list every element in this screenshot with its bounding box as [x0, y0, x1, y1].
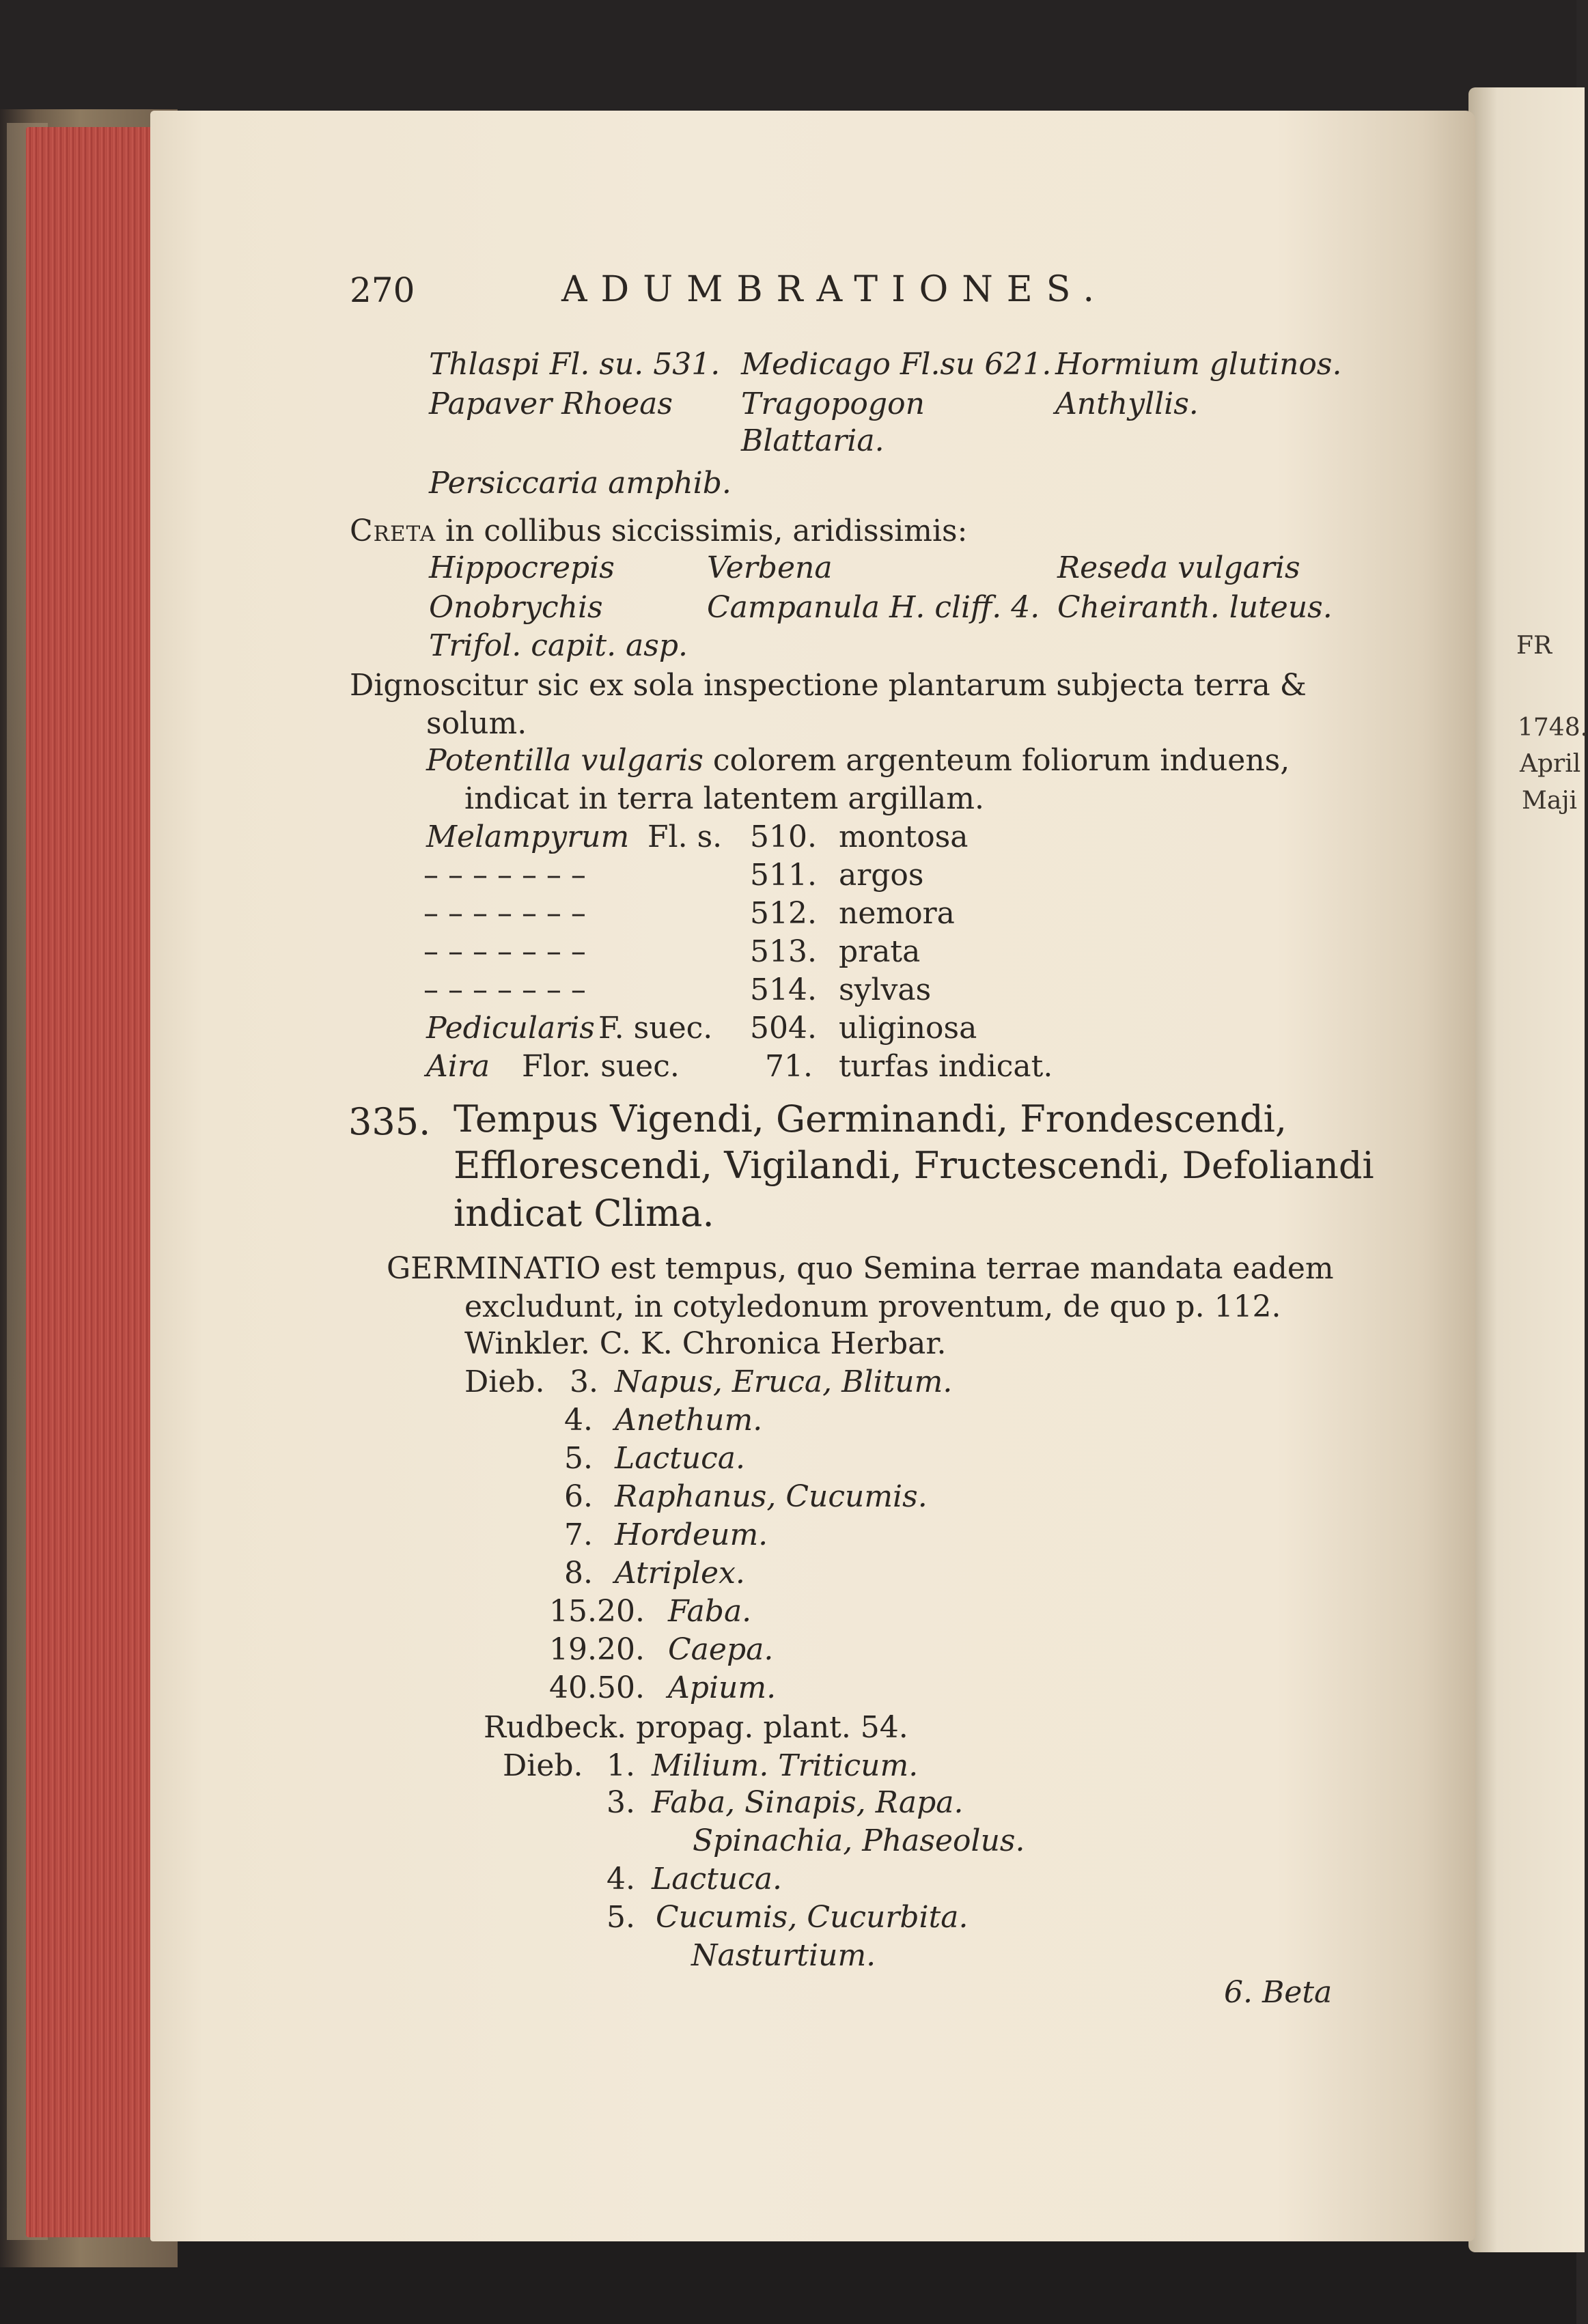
facing-page-fragment: Maji	[1522, 787, 1577, 815]
indicator-place: montosa	[839, 820, 969, 854]
day-plants: Apium.	[668, 1670, 777, 1705]
indicator-ref: – – – – – – –	[423, 896, 586, 931]
paragraph-line: indicat in terra latentem argillam.	[464, 781, 984, 816]
indicator-num: 514.	[750, 972, 817, 1007]
day-number: 3.	[570, 1364, 598, 1399]
indicator-num: 512.	[750, 896, 817, 931]
day-plants: Faba, Sinapis, Rapa.	[652, 1785, 964, 1820]
creta-plant: Trifol. capit. asp.	[429, 628, 688, 663]
indicator-ref: Fl. s.	[647, 820, 723, 854]
day-number: 1.	[607, 1748, 635, 1783]
running-head: ADUMBRATIONES.	[561, 269, 1108, 310]
catchword: 6. Beta	[1224, 1975, 1333, 2010]
indicator-name: Aira	[426, 1049, 490, 1084]
day-plants: Spinachia, Phaseolus.	[693, 1823, 1025, 1858]
creta-plant: Hippocrepis	[429, 550, 615, 585]
day-plants: Cucumis, Cucurbita.	[656, 1900, 969, 1935]
day-number: 7.	[564, 1517, 593, 1552]
red-page-edges	[26, 127, 156, 2237]
day-number: 15.20.	[549, 1594, 645, 1629]
creta-heading: Creta in collibus siccissimis, aridissimis:	[350, 514, 968, 548]
section-line: Efflorescendi, Vigilandi, Fructescendi, Defoliandi	[454, 1144, 1374, 1187]
dieb-label: Dieb.	[464, 1364, 545, 1399]
day-plants: Caepa.	[668, 1632, 774, 1667]
background-bottom	[0, 2240, 1576, 2324]
creta-plant: Campanula H. cliff. 4.	[707, 590, 1040, 625]
day-number: 5.	[564, 1441, 593, 1476]
indicator-place: uliginosa	[839, 1011, 977, 1046]
day-plants: Nasturtium.	[691, 1938, 876, 1973]
creta-plant: Reseda vulgaris	[1057, 550, 1300, 585]
indicator-num: 504.	[750, 1011, 817, 1046]
list-entry: Hormium glutinos.	[1055, 347, 1342, 382]
facing-page-fragment: April	[1520, 750, 1581, 778]
creta-plant: Cheiranth. luteus.	[1057, 590, 1333, 625]
day-number: 40.50.	[549, 1670, 645, 1705]
list-entry: Thlaspi Fl. su. 531.	[429, 347, 721, 382]
page-number: 270	[350, 270, 415, 310]
day-number: 4.	[607, 1862, 635, 1896]
day-plants: Lactuca.	[652, 1862, 782, 1896]
indicator-num: 510.	[750, 820, 817, 854]
facing-page	[1468, 87, 1585, 2252]
section-line: indicat Clima.	[454, 1192, 714, 1235]
section-line: Tempus Vigendi, Germinandi, Frondescendi,	[454, 1097, 1287, 1140]
indicator-ref: F. suec.	[598, 1011, 713, 1046]
germinatio-line: GERMINATIO est tempus, quo Semina terrae mandata eadem	[387, 1251, 1334, 1286]
rudbeck-line: Rudbeck. propag. plant. 54.	[484, 1710, 908, 1745]
day-number: 8.	[564, 1556, 593, 1591]
day-number: 19.20.	[549, 1632, 645, 1667]
list-entry: Blattaria.	[741, 423, 884, 458]
facing-page-fragment: 1748.	[1518, 714, 1588, 742]
section-number: 335.	[348, 1100, 431, 1143]
indicator-ref: – – – – – – –	[423, 934, 586, 969]
indicator-name: Pedicularis	[426, 1011, 595, 1046]
list-entry: Tragopogon	[741, 387, 925, 421]
list-entry: Papaver Rhoeas	[429, 387, 673, 421]
indicator-place: nemora	[839, 896, 955, 931]
background-top	[0, 0, 1576, 126]
indicator-place: prata	[839, 934, 921, 969]
day-plants: Raphanus, Cucumis.	[615, 1479, 928, 1514]
dieb-label: Dieb.	[503, 1748, 583, 1783]
indicator-name: Melampyrum	[426, 820, 630, 854]
day-number: 4.	[564, 1403, 593, 1438]
facing-page-fragment: FR	[1516, 632, 1552, 660]
paragraph-line: Dignoscitur sic ex sola inspectione plantarum subjecta terra &	[350, 668, 1307, 703]
indicator-ref: – – – – – – –	[423, 858, 586, 893]
day-plants: Lactuca.	[615, 1441, 745, 1476]
list-entry: Medicago Fl.su 621.	[741, 347, 1052, 382]
list-entry: Anthyllis.	[1055, 387, 1199, 421]
day-plants: Napus, Eruca, Blitum.	[615, 1364, 953, 1399]
paragraph-line: Potentilla vulgaris colorem argenteum foliorum induens,	[426, 743, 1290, 778]
paragraph-line: solum.	[426, 706, 527, 741]
day-plants: Atriplex.	[615, 1556, 745, 1591]
list-entry: Persiccaria amphib.	[429, 466, 732, 501]
germinatio-line: Winkler. C. K. Chronica Herbar.	[464, 1326, 947, 1361]
indicator-place: turfas indicat.	[839, 1049, 1053, 1084]
indicator-place: argos	[839, 858, 924, 893]
day-plants: Anethum.	[615, 1403, 763, 1438]
day-plants: Faba.	[668, 1594, 752, 1629]
day-number: 3.	[607, 1785, 635, 1820]
indicator-num: 511.	[750, 858, 817, 893]
indicator-ref: Flor. suec.	[522, 1049, 680, 1084]
indicator-num: 71.	[765, 1049, 813, 1084]
indicator-place: sylvas	[839, 972, 932, 1007]
germinatio-line: excludunt, in cotyledonum proventum, de quo p. 112.	[464, 1289, 1281, 1324]
indicator-num: 513.	[750, 934, 817, 969]
day-plants: Milium. Triticum.	[652, 1748, 919, 1783]
indicator-ref: – – – – – – –	[423, 972, 586, 1007]
creta-plant: Verbena	[707, 550, 833, 585]
day-number: 6.	[564, 1479, 593, 1514]
creta-plant: Onobrychis	[429, 590, 603, 625]
day-number: 5.	[607, 1900, 635, 1935]
day-plants: Hordeum.	[615, 1517, 768, 1552]
